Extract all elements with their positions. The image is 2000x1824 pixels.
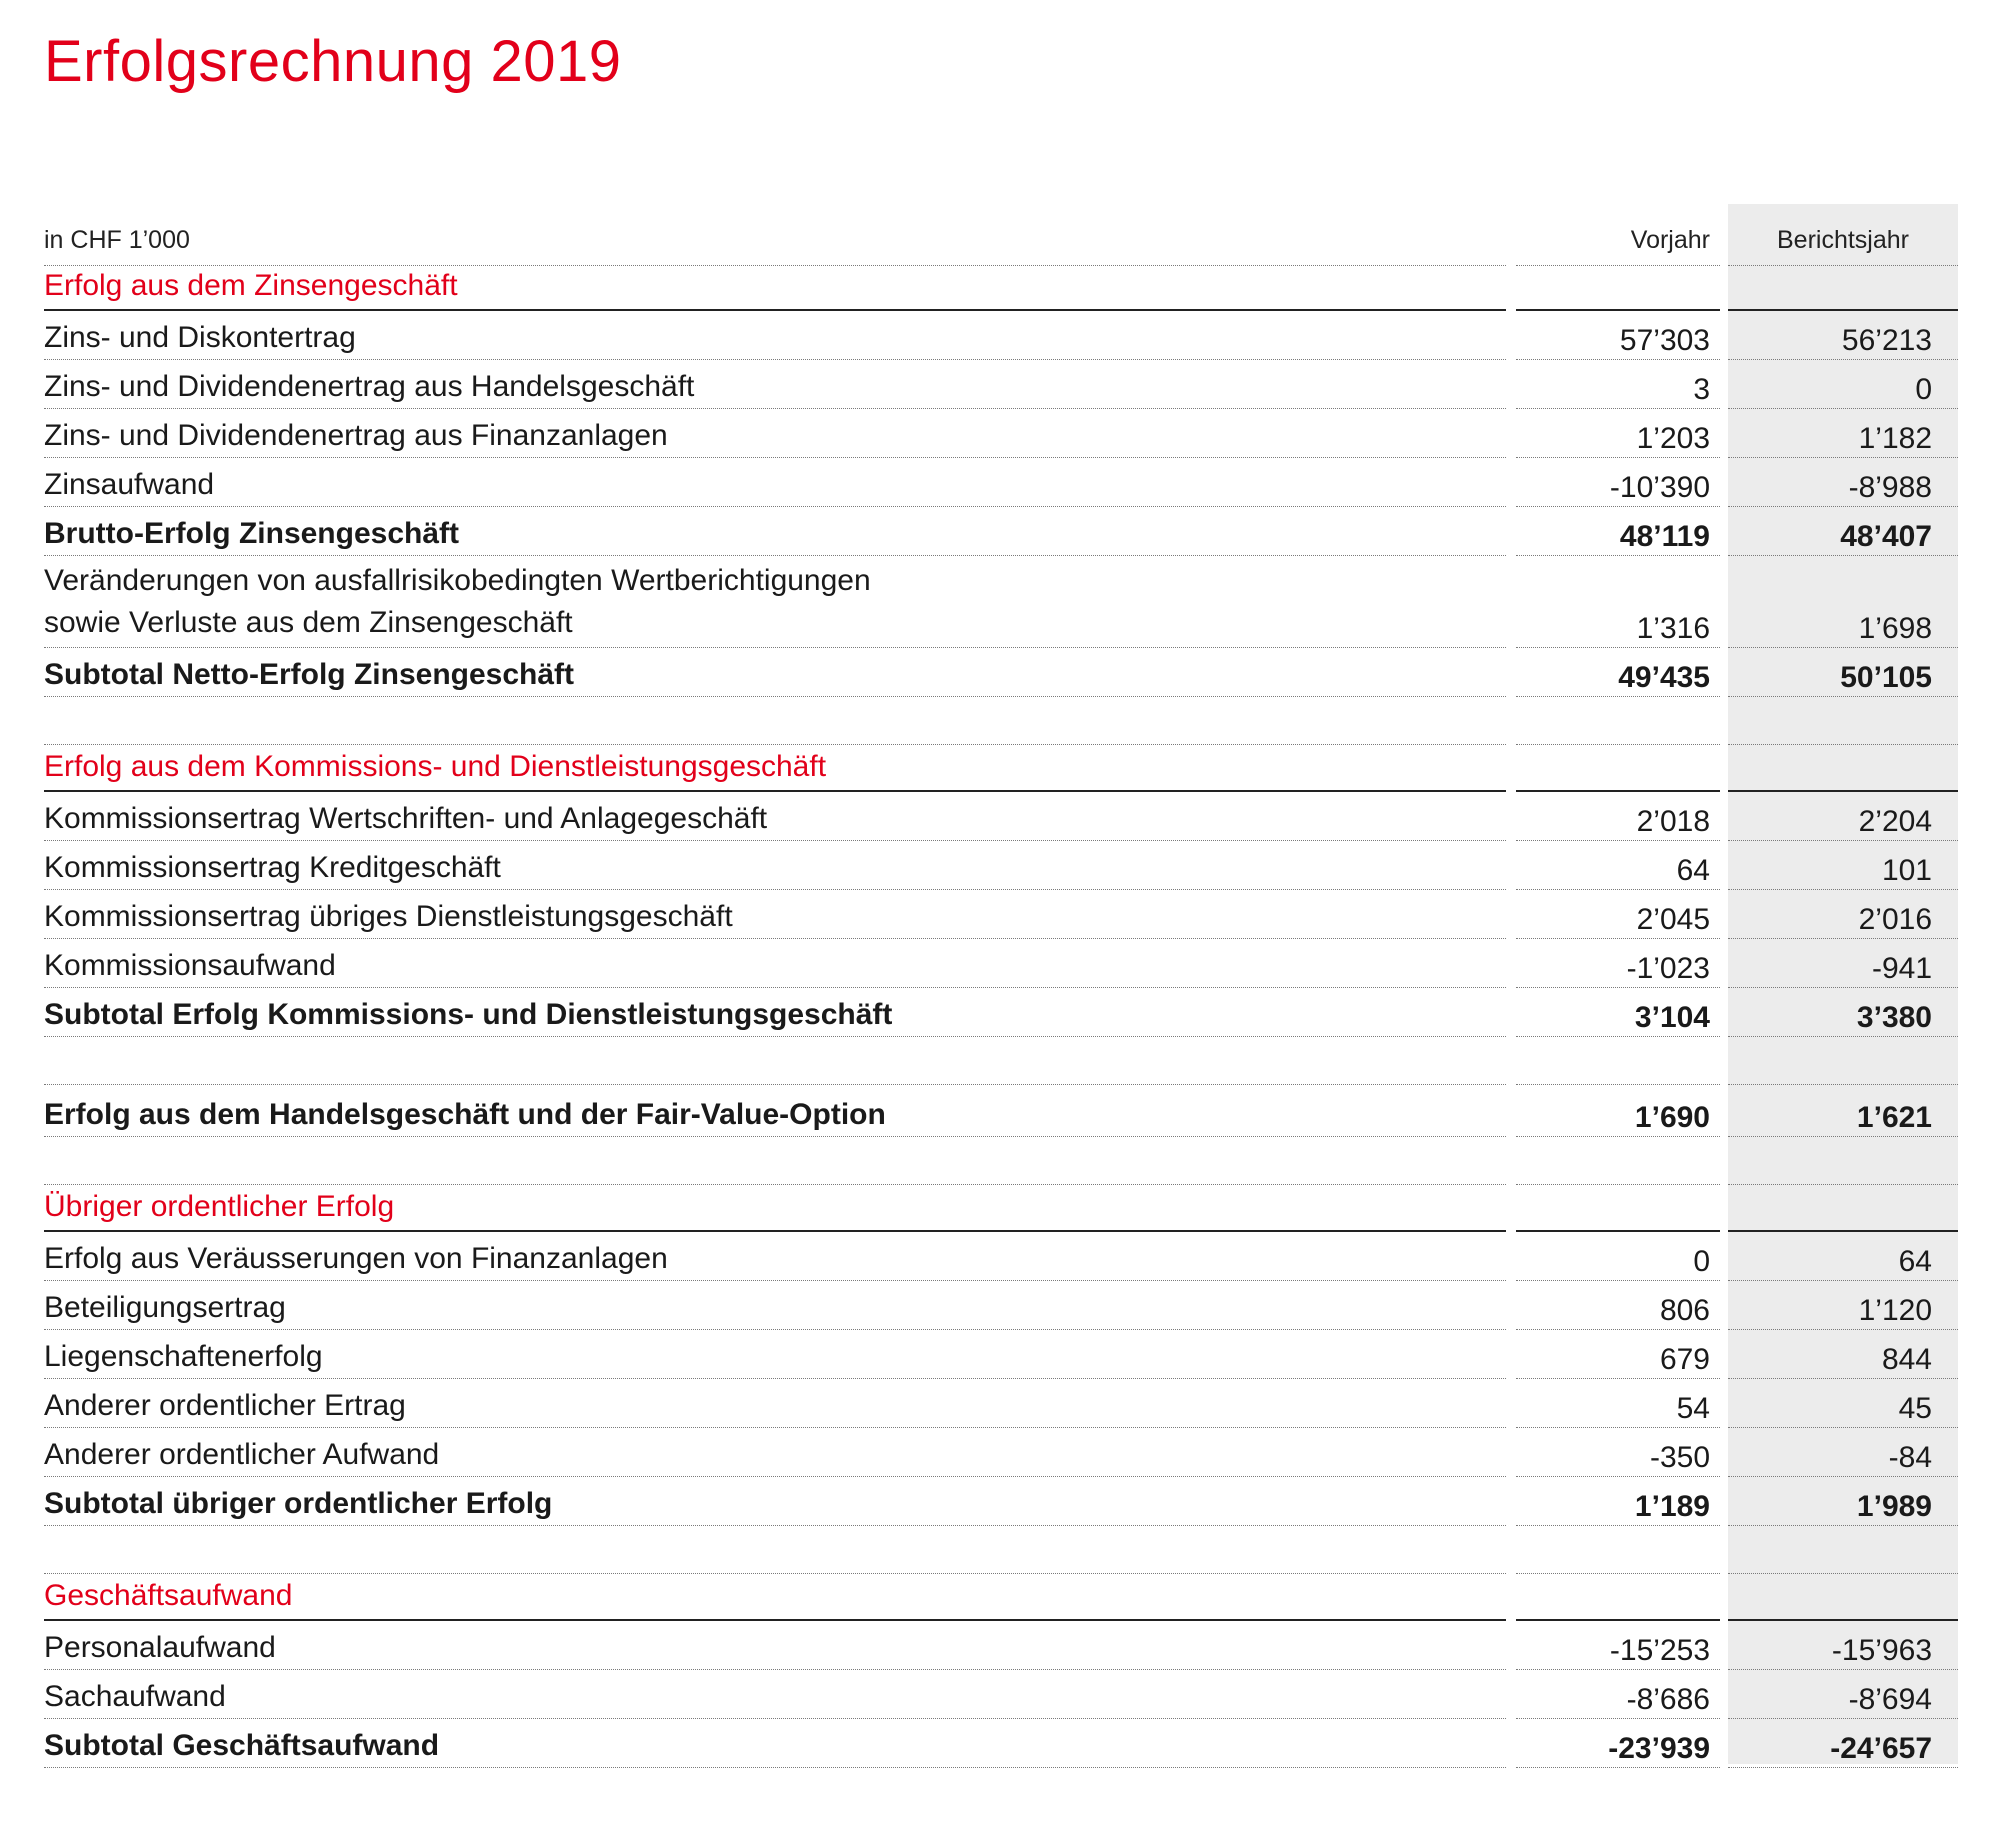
table-row: Erfolg aus Veräusserungen von Finanzanlagen 0 64	[44, 1232, 1958, 1281]
spacer-row	[44, 697, 1958, 745]
section-heading-zinsengeschaeft: Erfolg aus dem Zinsengeschäft	[44, 266, 1958, 311]
table-header	[44, 204, 1958, 266]
row-label-line: Veränderungen von ausfallrisikobedingten Wertberichtigungen	[44, 564, 871, 597]
table-row: Kommissionsertrag Wertschriften- und Anlagegeschäft 2’018 2’204	[44, 792, 1958, 841]
subtotal-row: Subtotal Erfolg Kommissions- und Dienstleistungsgeschäft 3’104 3’380	[44, 988, 1958, 1037]
column-header-berichtsjahr: Berichtsjahr	[1728, 226, 1958, 266]
row-label-line: sowie Verluste aus dem Zinsengeschäft	[44, 606, 573, 639]
table-row: Anderer ordentlicher Aufwand -350 -84	[44, 1428, 1958, 1477]
table-row: Zinsaufwand -10’390 -8’988	[44, 458, 1958, 507]
unit-label: in CHF 1’000	[44, 226, 1506, 266]
subtotal-row: Subtotal Netto-Erfolg Zinsengeschäft 49’435 50’105	[44, 648, 1958, 697]
page-title: Erfolgsrechnung 2019	[44, 29, 622, 94]
table-row: Liegenschaftenerfolg 679 844	[44, 1330, 1958, 1379]
section-heading-geschaeftsaufwand: Geschäftsaufwand	[44, 1574, 1958, 1621]
subtotal-row: Brutto-Erfolg Zinsengeschäft 48’119 48’407	[44, 507, 1958, 556]
spacer-row	[44, 1037, 1958, 1085]
subtotal-row: Subtotal übriger ordentlicher Erfolg 1’189 1’989	[44, 1477, 1958, 1526]
table-row: Zins- und Dividendenertrag aus Finanzanlagen 1’203 1’182	[44, 409, 1958, 458]
table-row: Veränderungen von ausfallrisikobedingten Wertberichtigungen sowie Verluste aus dem Zinsengeschäft 1’316 1’698	[44, 556, 1958, 648]
section-heading-kommissionsgeschaeft: Erfolg aus dem Kommissions- und Dienstleistungsgeschäft	[44, 745, 1958, 792]
section-heading-uebriger-erfolg: Übriger ordentlicher Erfolg	[44, 1185, 1958, 1232]
table-row: Kommissionsertrag Kreditgeschäft 64 101	[44, 841, 1958, 890]
spacer-row	[44, 1526, 1958, 1574]
spacer-row	[44, 1137, 1958, 1185]
column-header-vorjahr: Vorjahr	[1516, 226, 1720, 266]
income-statement-table	[44, 204, 1958, 1768]
table-row: Zins- und Dividendenertrag aus Handelsgeschäft 3 0	[44, 360, 1958, 409]
table-row: Anderer ordentlicher Ertrag 54 45	[44, 1379, 1958, 1428]
subtotal-row: Erfolg aus dem Handelsgeschäft und der Fair-Value-Option 1’690 1’621	[44, 1085, 1958, 1137]
table-row: Zins- und Diskontertrag 57’303 56’213	[44, 311, 1958, 360]
table-row: Kommissionsertrag übriges Dienstleistungsgeschäft 2’045 2’016	[44, 890, 1958, 939]
table-row: Personalaufwand -15’253 -15’963	[44, 1621, 1958, 1670]
subtotal-row: Subtotal Geschäftsaufwand -23’939 -24’657	[44, 1719, 1958, 1768]
table-row: Beteiligungsertrag 806 1’120	[44, 1281, 1958, 1330]
table-row: Sachaufwand -8’686 -8’694	[44, 1670, 1958, 1719]
table-row: Kommissionsaufwand -1’023 -941	[44, 939, 1958, 988]
